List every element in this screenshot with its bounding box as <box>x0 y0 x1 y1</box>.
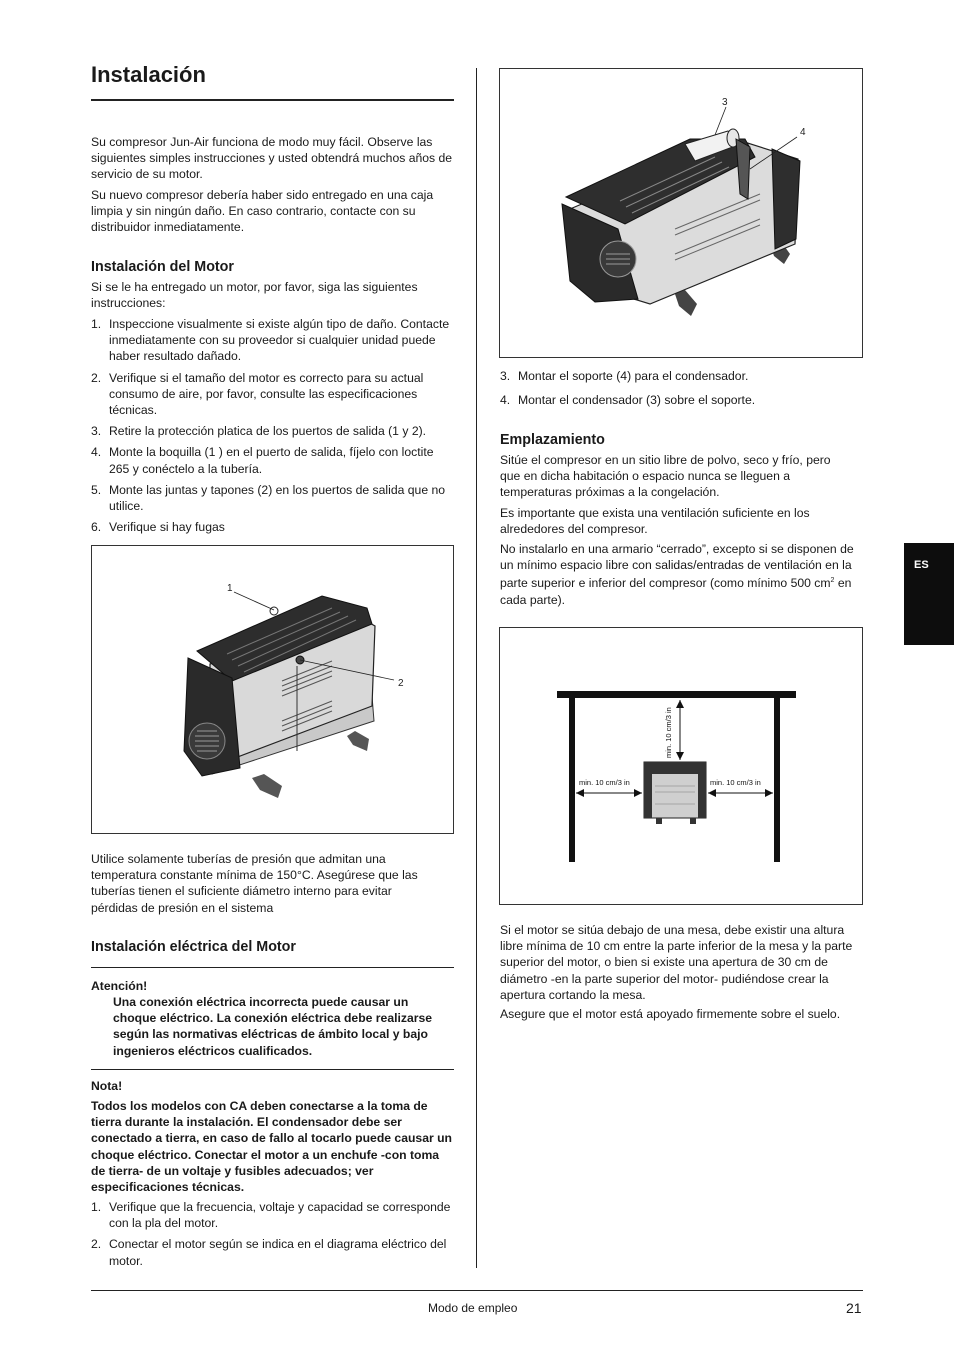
placement-paragraph-2: Es importante que exista una ventilación suficiente en los alrededores del compresor. <box>500 506 810 537</box>
left-clearance-label: min. 10 cm/3 in <box>579 778 630 787</box>
list-item: 3. Montar el soporte (4) para el condensador. <box>500 369 749 383</box>
placement-paragraph-1: Sitúe el compresor en un sitio libre de polvo, seco y frío, pero que en dicha habitación o espacio nunca se lleguen a temperaturas próximas a la congelación. <box>500 453 831 500</box>
pipe-requirements-text: Utilice solamente tuberías de presión que admitan una temperatura constante mínima de 150°C. Asegúrese que las tuberías tienen el suficiente diámetro interno para evitar pérdidas de presión en el sistema <box>91 852 418 915</box>
title-rule <box>91 99 454 101</box>
top-clearance-arrow <box>676 700 684 760</box>
language-tab <box>904 543 954 645</box>
compressor-box <box>644 762 706 824</box>
left-clearance-arrow <box>576 789 642 797</box>
callout-1: 1 <box>227 583 233 594</box>
list-item: 5. Monte las juntas y tapones (2) en los puertos de salida que no utilice. <box>91 482 446 514</box>
right-clearance-label: min. 10 cm/3 in <box>710 778 761 787</box>
list-item: 4. Monte la boquilla (1 ) en el puerto de salida, fíjelo con loctite 265 y conéctelo a la tubería. <box>91 445 434 476</box>
clearance-diagram <box>500 628 862 904</box>
footer-doc-title: Modo de empleo <box>428 1301 518 1315</box>
electrical-rule <box>91 967 454 968</box>
page-title: Instalación <box>91 62 206 87</box>
placement-paragraph-4: Si el motor se sitúa debajo de una mesa, debe existir una altura libre mínima de 10 cm entre la parte inferior de la mesa y la parte superior del motor, o bien si existe una apertura de 30 cm de diámetro -en la parte superior del motor- pudiéndose crear la apertura cortando la mesa. <box>500 923 853 1002</box>
list-item: 2. Conectar el motor según se indica en el diagrama eléctrico del motor. <box>91 1237 447 1268</box>
table-leg-left <box>569 698 575 862</box>
callout-4: 4 <box>800 127 806 138</box>
compressor-illustration <box>92 546 453 833</box>
placement-paragraph-5: Asegure que el motor está apoyado firmemente sobre el suelo. <box>500 1007 841 1021</box>
list-item: 6. Verifique si hay fugas <box>91 520 225 535</box>
motor-install-steps <box>91 316 457 540</box>
language-tab-label: ES <box>914 559 929 571</box>
list-item: 2. Verifique si el tamaño del motor es correcto para su actual consumo de aire, por favor, consulte las especificaciones técnicas. <box>91 370 424 418</box>
callout-3: 3 <box>722 97 728 108</box>
page-number: 21 <box>846 1300 862 1316</box>
attention-label: Atención! <box>91 979 148 993</box>
intro-paragraph-2: Su nuevo compresor debería haber sido entregado en una caja limpia y sin ningún daño. En caso contrario, contacte con su distribuidor inmediatamente. <box>91 188 434 235</box>
electrical-steps <box>91 1199 457 1274</box>
footer-rule <box>91 1290 863 1291</box>
list-item: 1. Inspeccione visualmente si existe algún tipo de daño. Contacte inmediatamente con su proveedor si cualquier unidad puede haber resultado dañado. <box>91 317 450 364</box>
attention-text: Una conexión eléctrica incorrecta puede causar un choque eléctrico. La conexión eléctrica debe realizarse según las normativas eléctricas de ámbito local y bajo ingenieros eléctricos cualificados. <box>113 995 433 1058</box>
top-clearance-label: min. 10 cm/3 in <box>664 707 673 758</box>
attention-rule <box>91 1069 454 1070</box>
clearance-diagram-box <box>499 627 863 905</box>
intro-paragraph-1: Su compresor Jun-Air funciona de modo muy fácil. Observe las siguientes simples instrucciones y usted obtendrá muchos años de servicio de su motor. <box>91 135 453 182</box>
column-divider <box>476 68 477 1268</box>
electrical-heading: Instalación eléctrica del Motor <box>91 939 296 955</box>
table-leg-right <box>774 698 780 862</box>
motor-install-lead: Si se le ha entregado un motor, por favor, siga las siguientes instrucciones: <box>91 280 418 311</box>
placement-heading: Emplazamiento <box>500 432 605 448</box>
compressor-figure-box <box>91 545 454 834</box>
list-item: 4. Montar el condensador (3) sobre el soporte. <box>500 393 756 408</box>
note-label: Nota! <box>91 1079 123 1093</box>
list-item: 1. Verifique que la frecuencia, voltaje y capacidad se corresponde con la pla del motor. <box>91 1200 451 1231</box>
condenser-figure-box <box>499 68 863 358</box>
motor-install-heading: Instalación del Motor <box>91 259 234 275</box>
right-clearance-arrow <box>708 789 773 797</box>
note-text: Todos los modelos con CA deben conectarse a la toma de tierra durante la instalación. El condensador debe ser conectado a tierra, en caso de fallo al tocarlo puede causar un choque eléctrico. Conectar el motor a un enchufe -con toma de tierra- de un voltaje y fusibles adecuados; ver especificaciones técnicas. <box>91 1099 453 1195</box>
placement-paragraph-3: No instalarlo en una armario “cerrado”, excepto si se disponen de un mínimo espacio libre con salidas/entradas de ventilación en la parte superior e inferior del compresor (como mínimo 500 $cm^2$ en cada parte). <box>500 542 854 607</box>
list-item: 3. Retire la protección platica de los puertos de salida (1 y 2). <box>91 424 427 439</box>
condenser-steps <box>500 368 862 413</box>
callout-2: 2 <box>398 678 404 689</box>
condenser-mount-illustration <box>500 69 862 357</box>
table-top <box>557 691 796 698</box>
